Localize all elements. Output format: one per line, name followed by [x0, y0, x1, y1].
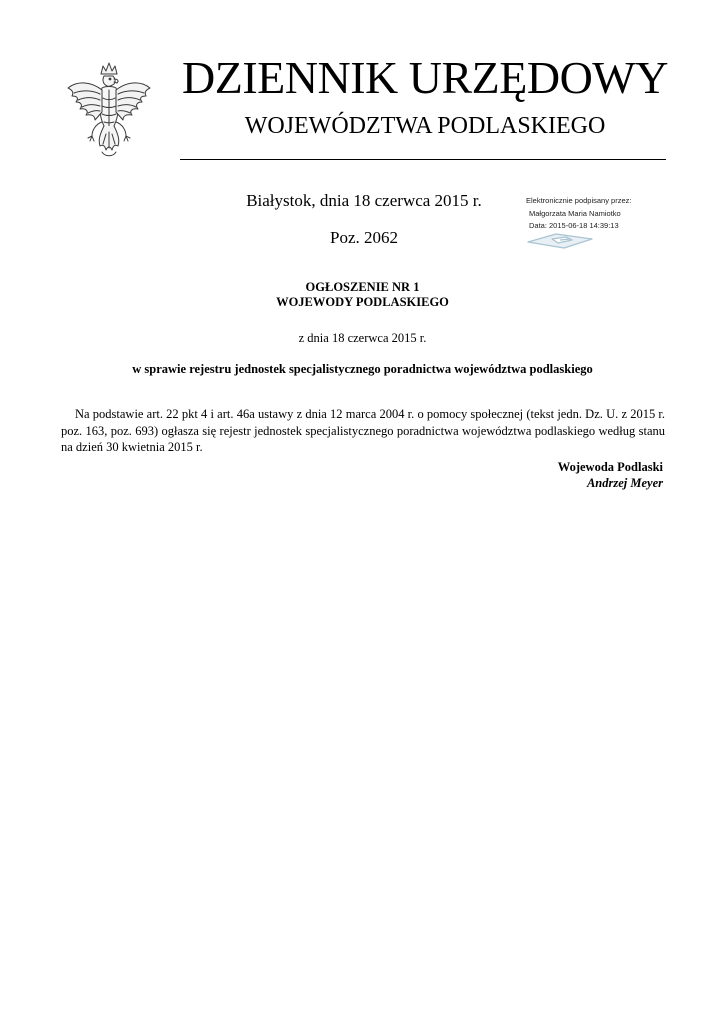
notice-date: z dnia 18 czerwca 2015 r.: [298, 331, 427, 345]
e-signature-mark-icon: [526, 232, 594, 250]
signatory-name: Andrzej Meyer: [586, 476, 663, 490]
notice-title: [100, 280, 625, 310]
notice-title-line-1: OGŁOSZENIE NR 1: [305, 280, 420, 294]
issue-place-date: Białystok, dnia 18 czerwca 2015 r.: [246, 191, 482, 210]
signatory-block: [400, 459, 663, 491]
signatory-office: Wojewoda Podlaski: [557, 460, 663, 474]
notice-subject: w sprawie rejestru jednostek specjalistycznego poradnictwa województwa podlaskiego: [132, 362, 593, 376]
signature-date: Data: 2015-06-18 14:39:13: [529, 221, 619, 230]
publication-title: DZIENNIK URZĘDOWY: [182, 52, 668, 103]
signature-signer: Małgorzata Maria Namiotko: [529, 208, 621, 218]
publication-subtitle: WOJEWÓDZTWA PODLASKIEGO: [244, 113, 606, 139]
notice-title-line-2: WOJEWODY PODLASKIEGO: [276, 295, 449, 309]
polish-eagle-emblem-icon: [62, 60, 156, 164]
position-number: Poz. 2062: [330, 228, 398, 247]
electronic-signature-block: [526, 195, 666, 257]
signature-label: Elektronicznie podpisany przez:: [526, 196, 632, 205]
masthead-divider: [180, 159, 666, 160]
notice-body-paragraph: Na podstawie art. 22 pkt 4 i art. 46a ustawy z dnia 12 marca 2004 r. o pomocy społecznej (tekst jedn. Dz. U. z 2015 r. poz. 163, poz. 693) ogłasza się rejestr jednostek specjalistycznego poradnictwa województwa podlaskiego według stanu na dzień 30 kwietnia 2015 r.: [61, 407, 665, 454]
